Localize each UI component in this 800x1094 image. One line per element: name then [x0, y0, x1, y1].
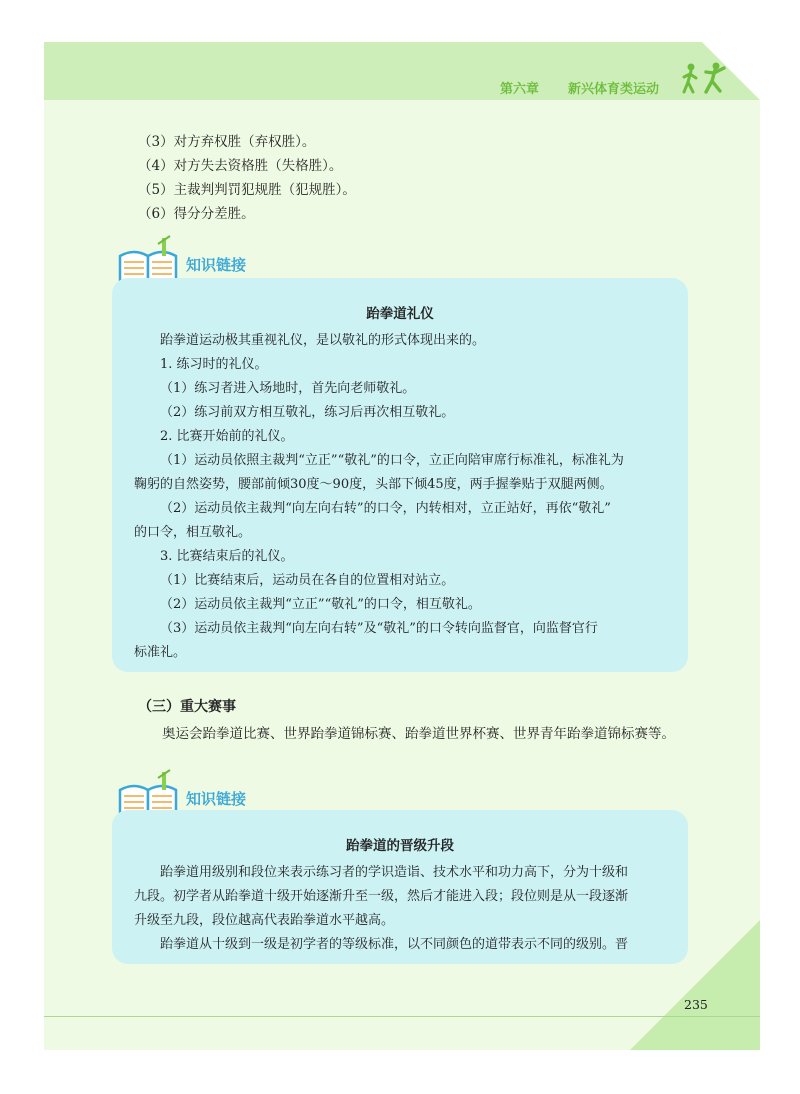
panel-line: 跆拳道用级别和段位来表示练习者的学识造诣、技术水平和功力高下，分为十级和: [160, 865, 629, 880]
list-item: （5）主裁判判罚犯规胜（犯规胜）。: [138, 182, 356, 198]
panel-title: 跆拳道礼仪: [366, 306, 434, 322]
panel-line: 标准礼。: [134, 645, 187, 660]
panel-line: 的口令，相互敬礼。: [134, 525, 252, 540]
list-item: （6）得分分差胜。: [138, 206, 255, 222]
panel-line: （3）运动员依主裁判“向左向右转”及“敬礼”的口令转向监督官，向监督官行: [160, 621, 598, 636]
list-item: （3）对方弃权胜（弃权胜）。: [138, 134, 316, 150]
corner-decoration: [630, 920, 760, 1050]
knowledge-link-label: 知识链接: [186, 790, 247, 808]
panel-line: （1）练习者进入场地时，首先向老师敬礼。: [160, 381, 416, 396]
list-item: （4）对方失去资格胜（失格胜）。: [138, 158, 343, 174]
panel-line: 跆拳道运动极其重视礼仪，是以敬礼的形式体现出来的。: [160, 333, 486, 348]
footer-rule: [44, 1016, 760, 1017]
panel-line: 2. 比赛开始前的礼仪。: [160, 429, 294, 444]
panel-line: （2）运动员依主裁判“立正”“敬礼”的口令，相互敬礼。: [160, 597, 481, 612]
panel-line: 鞠躬的自然姿势，腰部前倾30度～90度，头部下倾45度，两手握拳贴于双腿两侧。: [134, 477, 613, 492]
page-number: 235: [684, 997, 708, 1012]
panel-line: （2）运动员依主裁判“向左向右转”的口令，内转相对，立正站好，再依“敬礼”: [160, 501, 611, 516]
textbook-page: [44, 42, 760, 1050]
knowledge-panel: [112, 810, 688, 964]
chapter-number: 第六章: [500, 82, 540, 97]
panel-line: （1）比赛结束后，运动员在各自的位置相对站立。: [160, 573, 455, 588]
knowledge-link-label: 知识链接: [186, 256, 247, 274]
section-heading: （三）重大赛事: [138, 699, 236, 715]
chapter-title: 新兴体育类运动: [568, 82, 660, 97]
panel-line: 九段。初学者从跆拳道十级开始逐渐升至一级，然后才能进入段；段位则是从一段逐渐: [134, 889, 629, 904]
panel-line: 跆拳道从十级到一级是初学者的等级标准，以不同颜色的道带表示不同的级别。晋: [160, 937, 629, 952]
panel-line: 升级至九段，段位越高代表跆拳道水平越高。: [134, 913, 395, 928]
knowledge-panel: [112, 278, 688, 672]
panel-line: 1. 练习时的礼仪。: [160, 357, 268, 372]
runners-icon: [682, 62, 734, 96]
panel-line: 3. 比赛结束后的礼仪。: [160, 549, 294, 564]
panel-line: （2）练习前双方相互敬礼，练习后再次相互敬礼。: [160, 405, 455, 420]
panel-title: 跆拳道的晋级升段: [346, 838, 454, 854]
panel-line: （1）运动员依照主裁判“立正”“敬礼”的口令，立正向陪审席行标准礼，标准礼为: [160, 453, 624, 468]
section-body: 奥运会跆拳道比赛、世界跆拳道锦标赛、跆拳道世界杯赛、世界青年跆拳道锦标赛等。: [162, 726, 675, 742]
